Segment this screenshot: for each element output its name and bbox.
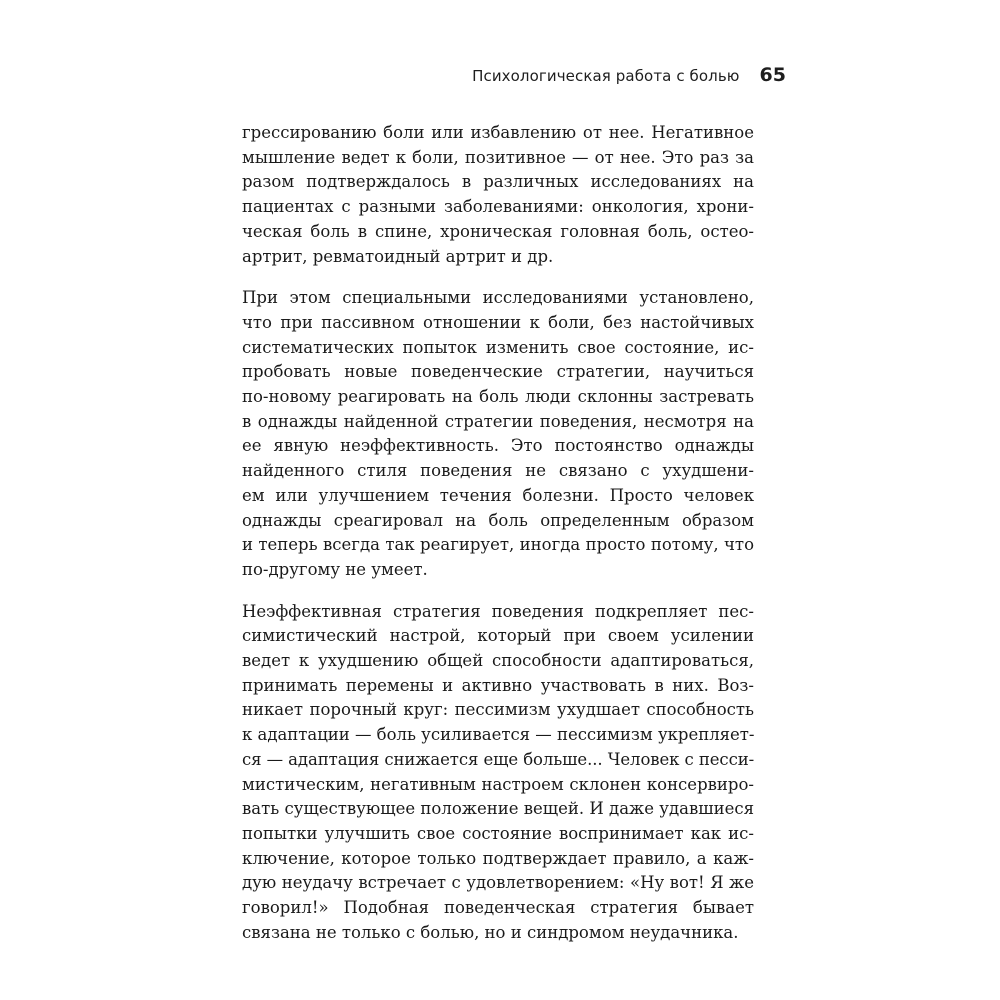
text-line: артрит, ревматоидный артрит и др. (242, 246, 554, 266)
text-line: вать существующее положение вещей. И даже удавшиеся (242, 799, 754, 819)
text-line: в однажды найденной стратегии поведения, несмотря на (242, 411, 754, 431)
text-line: ключение, которое только подтверждает правило, а каж- (242, 848, 754, 868)
text-line: по-новому реагировать на боль люди склонны застревать (242, 387, 754, 407)
body-text (242, 121, 754, 963)
text-line: систематических попыток изменить свое состояние, ис- (242, 337, 754, 357)
text-line: что при пассивном отношении к боли, без настойчивых (242, 312, 754, 332)
text-line: ее явную неэффективность. Это постоянство однажды (242, 436, 754, 456)
text-line: ся — адаптация снижается еще больше... Человек с песси- (242, 749, 755, 769)
paragraph (242, 286, 754, 582)
running-header (240, 64, 786, 86)
text-line: к адаптации — боль усиливается — пессимизм укрепляет- (242, 725, 755, 745)
text-line: мышление ведет к боли, позитивное — от нее. Это раз за (242, 147, 754, 167)
text-line: однажды среагировал на боль определенным образом (242, 510, 754, 530)
paragraph (242, 600, 754, 946)
text-line: Неэффективная стратегия поведения подкрепляет пес- (242, 601, 754, 621)
paragraph (242, 121, 754, 269)
text-line: пациентах с разными заболеваниями: онкология, хрони- (242, 197, 754, 217)
text-line: ческая боль в спине, хроническая головная боль, остео- (242, 221, 754, 241)
text-line: найденного стиля поведения не связано с ухудшени- (242, 461, 754, 481)
text-line: и теперь всегда так реагирует, иногда просто потому, что (242, 535, 754, 555)
text-line: принимать перемены и активно участвовать в них. Воз- (242, 675, 754, 695)
text-line: попытки улучшить свое состояние воспринимает как ис- (242, 823, 754, 843)
text-line: говорил!» Подобная поведенческая стратегия бывает (242, 898, 754, 918)
text-line: симистический настрой, который при своем усилении (242, 626, 754, 646)
text-line: по-другому не умеет. (242, 559, 428, 579)
page-number: 65 (759, 64, 786, 86)
text-line: мистическим, негативным настроем склонен консервиро- (242, 774, 754, 794)
text-line: дую неудачу встречает с удовлетворением: «Ну вот! Я же (242, 873, 754, 893)
text-line: связана не только с болью, но и синдромом неудачника. (242, 922, 739, 942)
text-line: При этом специальными исследованиями установлено, (242, 288, 754, 308)
text-line: пробовать новые поведенческие стратегии, научиться (242, 362, 754, 382)
text-line: грессированию боли или избавлению от нее. Негативное (242, 123, 754, 142)
running-title: Психологическая работа с болью (472, 67, 740, 85)
text-line: разом подтверждалось в различных исследованиях на (242, 172, 754, 192)
text-line: ведет к ухудшению общей способности адаптироваться, (242, 651, 754, 671)
text-line: никает порочный круг: пессимизм ухудшает способность (242, 700, 754, 720)
text-line: ем или улучшением течения болезни. Просто человек (242, 485, 754, 505)
